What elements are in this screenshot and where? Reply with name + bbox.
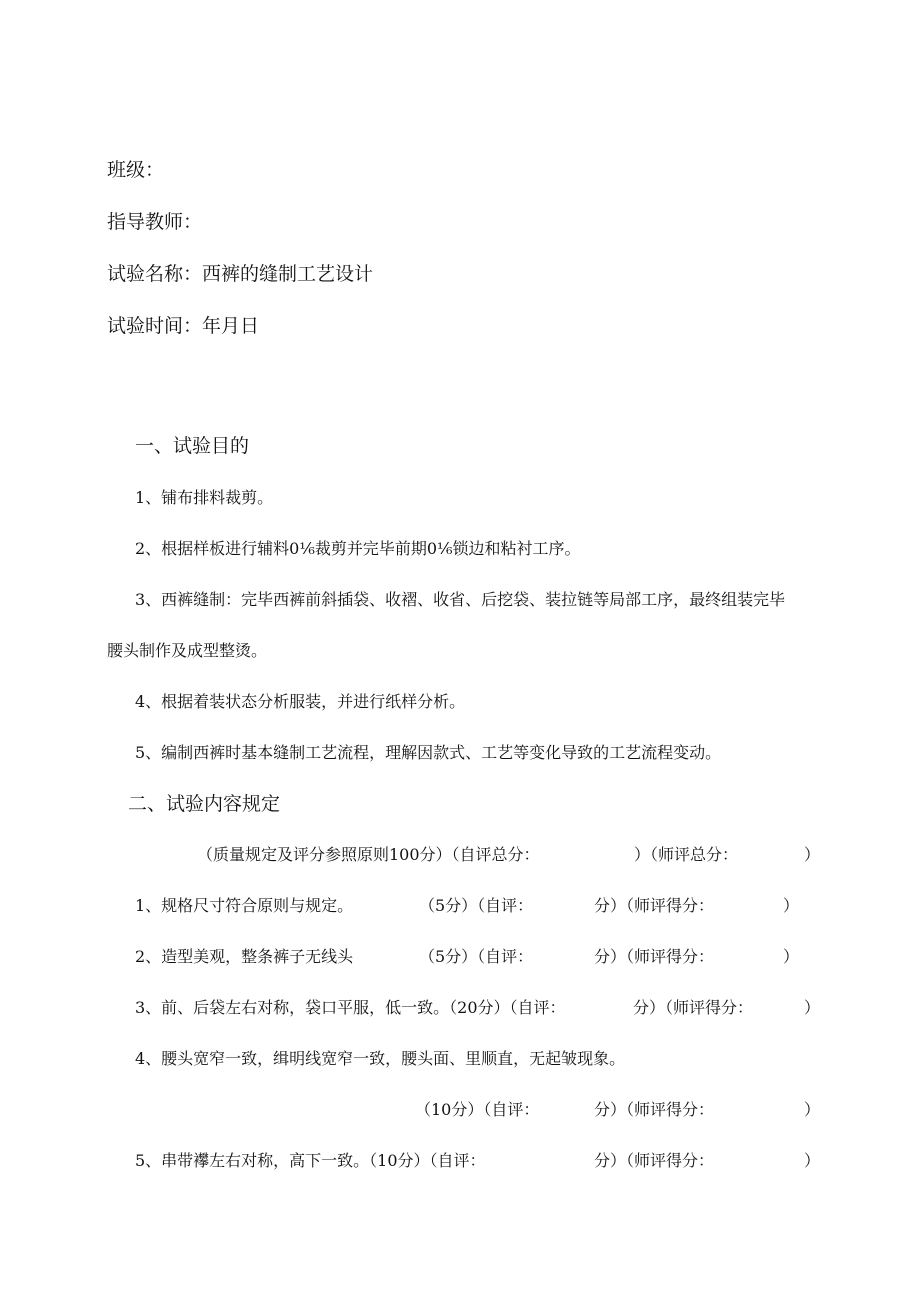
criteria-item-score: 分）（师评得分：	[633, 998, 754, 1017]
criteria-intro-close: ）	[804, 845, 821, 864]
criteria-item-score: 分）（师评得分：	[594, 1100, 715, 1119]
criteria-item-text: 3、前、后袋左右对称，袋口平服，低一致。（20分）（自评：	[135, 998, 566, 1017]
criteria-intro-text: （质量规定及评分参照原则100分）（自评总分：	[197, 845, 540, 864]
experiment-name: 试验名称：西裤的缝制工艺设计	[107, 263, 374, 285]
criteria-item-points: （5分）（自评：	[419, 947, 534, 966]
criteria-item-end: ）	[804, 1100, 821, 1119]
criteria-item-end: ）	[804, 1151, 821, 1170]
section1-heading: 一、试验目的	[135, 435, 250, 457]
criteria-item-text: 1、规格尺寸符合原则与规定。	[135, 896, 354, 915]
criteria-item-end: ）	[783, 896, 800, 915]
criteria-item-text: 4、腰头宽窄一致，缉明线宽窄一致，腰头面、里顺直，无起皱现象。	[135, 1049, 626, 1068]
criteria-item-text: 5、串带襻左右对称，高下一致。（10分）（自评：	[135, 1151, 486, 1170]
criteria-item-score: 分）（师评得分：	[594, 1151, 715, 1170]
section1-item-3-cont: 腰头制作及成型整烫。	[107, 641, 268, 660]
class-label: 班级：	[107, 159, 165, 181]
criteria-item-points: （5分）（自评：	[419, 896, 534, 915]
section1-item-2: 2、根据样板进行辅料0⅙裁剪并完毕前期0⅙锁边和粘衬工序。	[135, 539, 581, 558]
section1-item-4: 4、根据着装状态分析服装，并进行纸样分析。	[135, 692, 466, 711]
section1-item-1: 1、铺布排料裁剪。	[135, 488, 274, 507]
section1-item-5: 5、编制西裤时基本缝制工艺流程，理解因款式、工艺等变化导致的工艺流程变动。	[135, 743, 722, 762]
criteria-item-text: 2、造型美观，整条裤子无线头	[135, 947, 354, 966]
section1-item-3: 3、西裤缝制：完毕西裤前斜插袋、收褶、收省、后挖袋、装拉链等局部工序，最终组装完毕	[135, 590, 786, 609]
criteria-item-end: ）	[783, 947, 800, 966]
criteria-item-points: （10分）（自评：	[415, 1100, 540, 1119]
criteria-item-score: 分）（师评得分：	[594, 896, 715, 915]
criteria-intro-teacher: ）（师评总分：	[634, 845, 739, 864]
teacher-label: 指导教师：	[107, 211, 203, 233]
criteria-item-end: ）	[804, 998, 821, 1017]
section2-heading: 二、试验内容规定	[128, 793, 281, 815]
experiment-time: 试验时间：年月日	[107, 315, 260, 337]
criteria-item-score: 分）（师评得分：	[594, 947, 715, 966]
